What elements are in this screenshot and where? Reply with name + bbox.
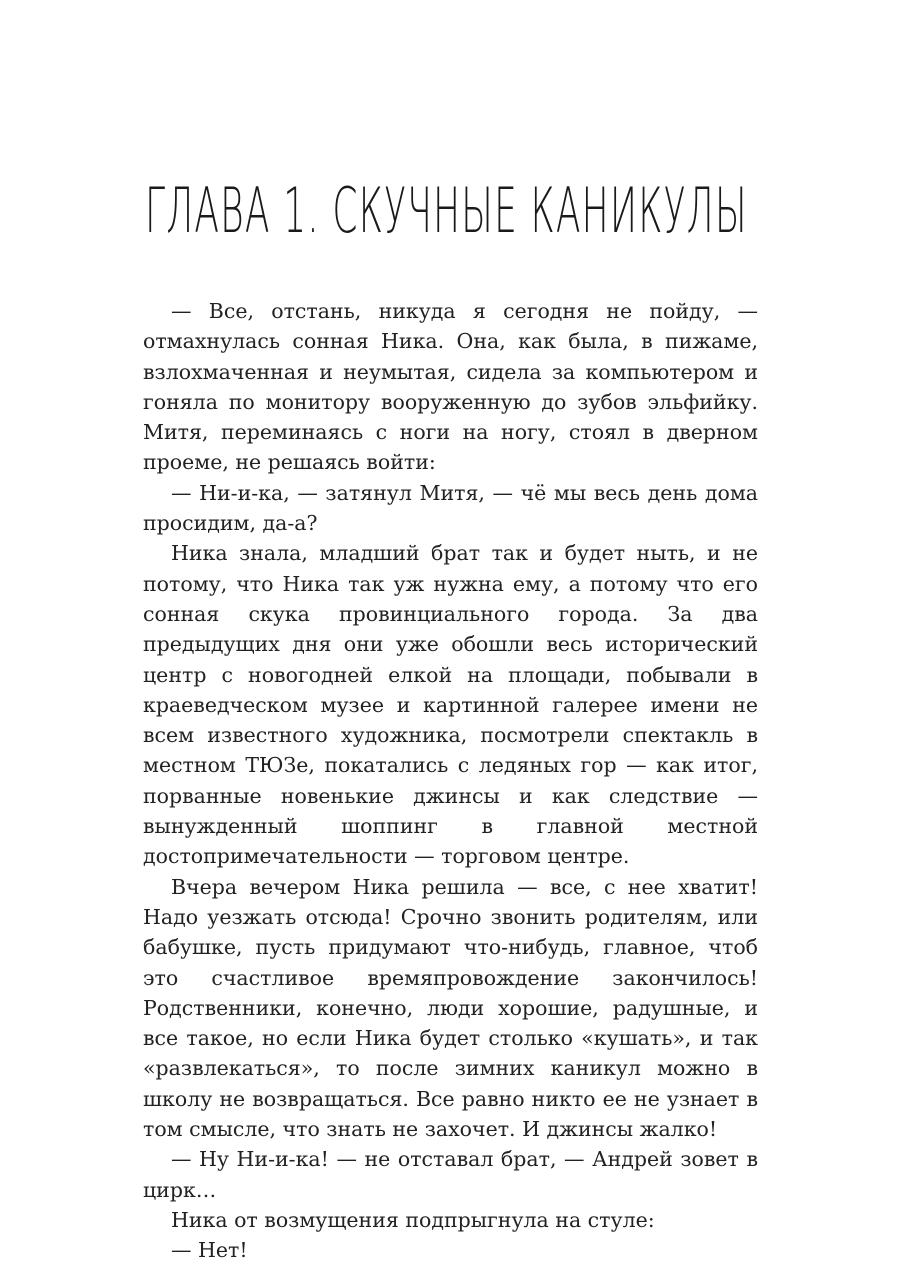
paragraph: Ника от возмущения подпрыгнула на стуле: — [171, 1207, 655, 1232]
chapter-title: ГЛАВА 1. СКУЧНЫЕ КАНИКУЛЫ — [145, 174, 748, 247]
paragraph: Ника знала, младший брат так и будет ныть, и не потому, что Ника так уж нужна ему, а потому что его сонная скука провинциального города. За два предыдущих дня они уже обошли весь исторический центр с новогодней елкой на площади, побывали в краеведческом музее и картинной галерее имени не всем известного художника, посмотрели спектакль в местном ТЮЗе, покатались с ледяных гор — как итог, порванные новенькие джинсы и как следствие — вынужденный шоппинг в главной местной достопримечательности — торговом центре. — [143, 541, 758, 869]
paragraph: — Все, отстань, никуда я сегодня не пойду, — отмахнулась сонная Ника. Она, как была, в пижаме, взлохмаченная и неумытая, сидела за компьютером и гоняла по монитору вооруженную до зубов эльфийку. Митя, переминаясь с ноги на ногу, стоял в дверном проеме, не решаясь войти: — [143, 299, 758, 475]
paragraph: — Нет! — [171, 1238, 248, 1263]
paragraph: — Ну Ни-и-ка! — не отставал брат, — Андрей зовет в цирк… — [143, 1147, 758, 1202]
chapter-body — [143, 296, 758, 1266]
paragraph: Вчера вечером Ника решила — все, с нее хватит! Надо уезжать отсюда! Срочно звонить родителям, или бабушке, пусть придумают что-нибудь, главное, чтоб это счастливое времяпровождение закончилось! Родственники, конечно, люди хорошие, радушные, и все такое, но если Ника будет столько «кушать», и так «развлекаться», то после зимних каникул можно в школу не возвращаться. Все равно никто ее не узнает в том смысле, что знать не захочет. И джинсы жалко! — [143, 874, 758, 1142]
paragraph: — Ни-и-ка, — затянул Митя, — чё мы весь день дома просидим, да-а? — [143, 480, 758, 536]
